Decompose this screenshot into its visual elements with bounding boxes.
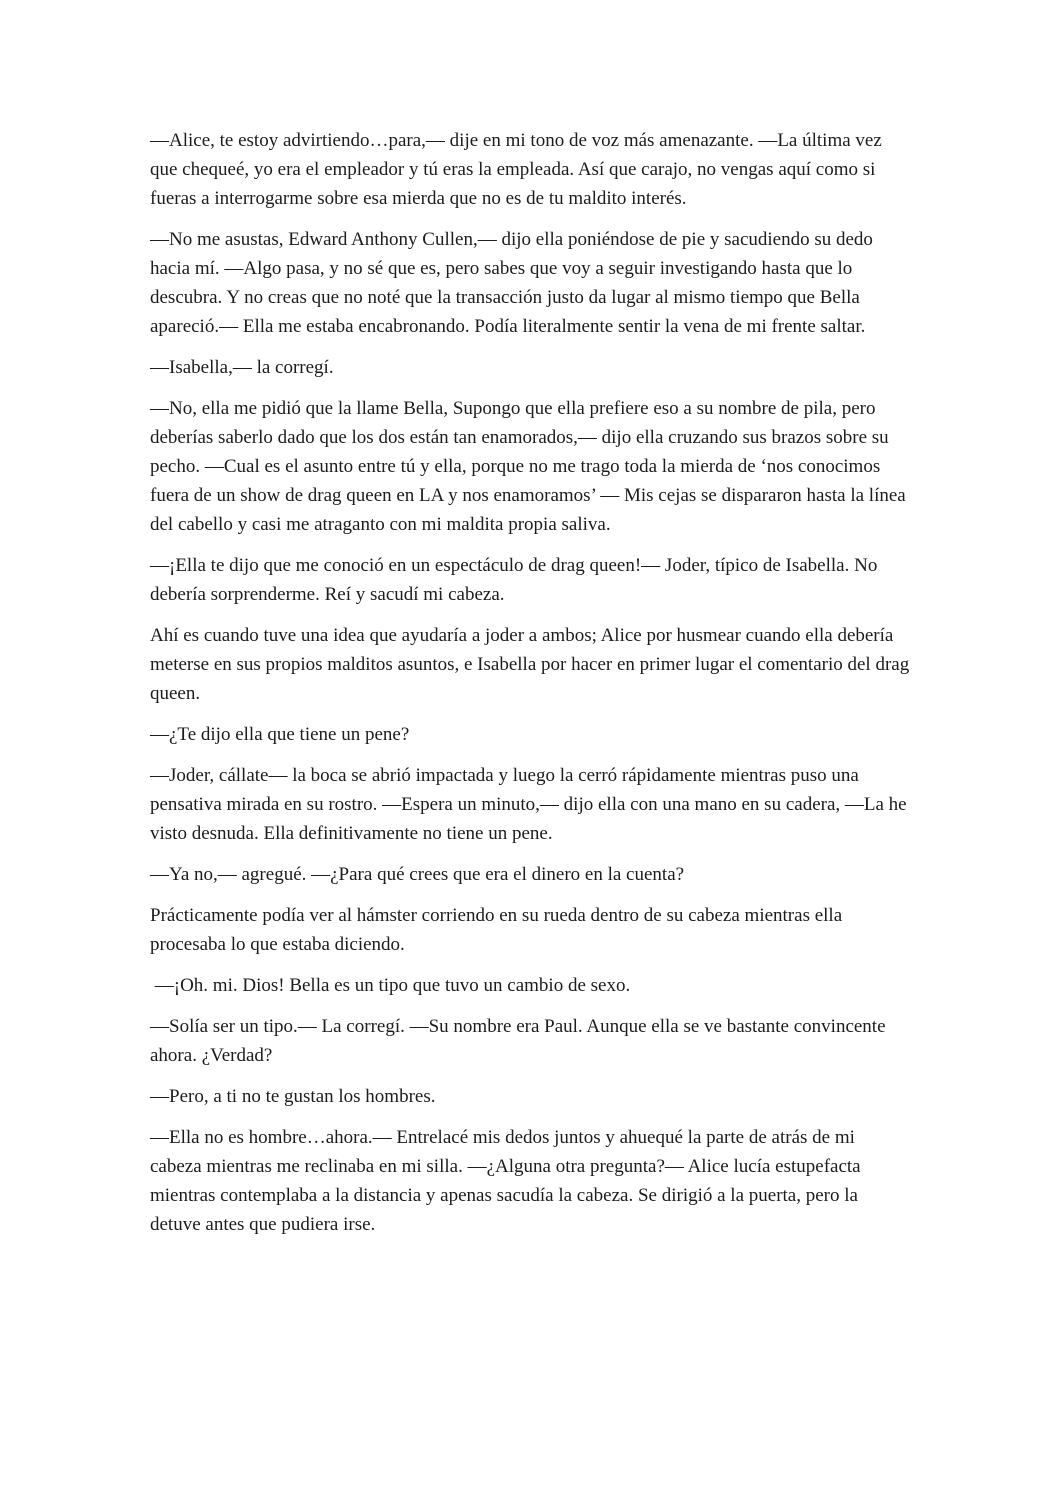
paragraph: —Pero, a ti no te gustan los hombres. xyxy=(150,1086,436,1107)
paragraph: —Ya no,— agregué. —¿Para qué crees que era el dinero en la cuenta? xyxy=(150,864,685,885)
paragraph: —No, ella me pidió que la llame Bella, Supongo que ella prefiere eso a su nombre de pila, pero deberías saberlo dado que los dos están tan enamorados,— dijo ella cruzando sus brazos sobre su pecho. —Cual es el asunto entre tú y ella, porque no me trago toda la mierda de ‘nos conocimos fuera de un show de drag queen en LA y nos enamoramos’ — Mis cejas se dispararon hasta la línea del cabello y casi me atraganto con mi maldita propia saliva. xyxy=(150,398,911,535)
paragraph: —Joder, cállate— la boca se abrió impactada y luego la cerró rápidamente mientras puso una pensativa mirada en su rostro. —Espera un minuto,— dijo ella con una mano en su cadera, —La he visto desnuda. Ella definitivamente no tiene un pene. xyxy=(150,765,912,844)
paragraph: —¡Oh. mi. Dios! Bella es un tipo que tuvo un cambio de sexo. xyxy=(150,975,631,996)
paragraph: —¡Ella te dijo que me conoció en un espectáculo de drag queen!— Joder, típico de Isabella. No debería sorprenderme. Reí y sacudí mi cabeza. xyxy=(150,555,883,605)
paragraph: —Alice, te estoy advirtiendo…para,— dije en mi tono de voz más amenazante. —La última vez que chequeé, yo era el empleador y tú eras la empleada. Así que carajo, no vengas aquí como si fueras a interrogarme sobre esa mierda que no es de tu maldito interés. xyxy=(150,130,887,209)
paragraph: Prácticamente podía ver al hámster corriendo en su rueda dentro de su cabeza mientras ella procesaba lo que estaba diciendo. xyxy=(150,905,847,955)
paragraph: —No me asustas, Edward Anthony Cullen,— dijo ella poniéndose de pie y sacudiendo su dedo hacia mí. —Algo pasa, y no sé que es, pero sabes que voy a seguir investigando hasta que lo descubra. Y no creas que no noté que la transacción justo da lugar al mismo tiempo que Bella apareció.— Ella me estaba encabronando. Podía literalmente sentir la vena de mi frente saltar. xyxy=(150,229,878,337)
paragraph: —Solía ser un tipo.— La corregí. —Su nombre era Paul. Aunque ella se ve bastante convincente ahora. ¿Verdad? xyxy=(150,1016,891,1066)
paragraph: —Ella no es hombre…ahora.— Entrelacé mis dedos juntos y ahuequé la parte de atrás de mi cabeza mientras me reclinaba en mi silla. —¿Alguna otra pregunta?— Alice lucía estupefacta mientras contemplaba a la distancia y apenas sacudía la cabeza. Se dirigió a la puerta, pero la detuve antes que pudiera irse. xyxy=(150,1127,866,1235)
paragraph: —¿Te dijo ella que tiene un pene? xyxy=(150,724,410,745)
paragraph: —Isabella,— la corregí. xyxy=(150,357,334,378)
paragraph: Ahí es cuando tuve una idea que ayudaría a joder a ambos; Alice por husmear cuando ella debería meterse en sus propios malditos asuntos, e Isabella por hacer en primer lugar el comentario del drag queen. xyxy=(150,625,914,704)
